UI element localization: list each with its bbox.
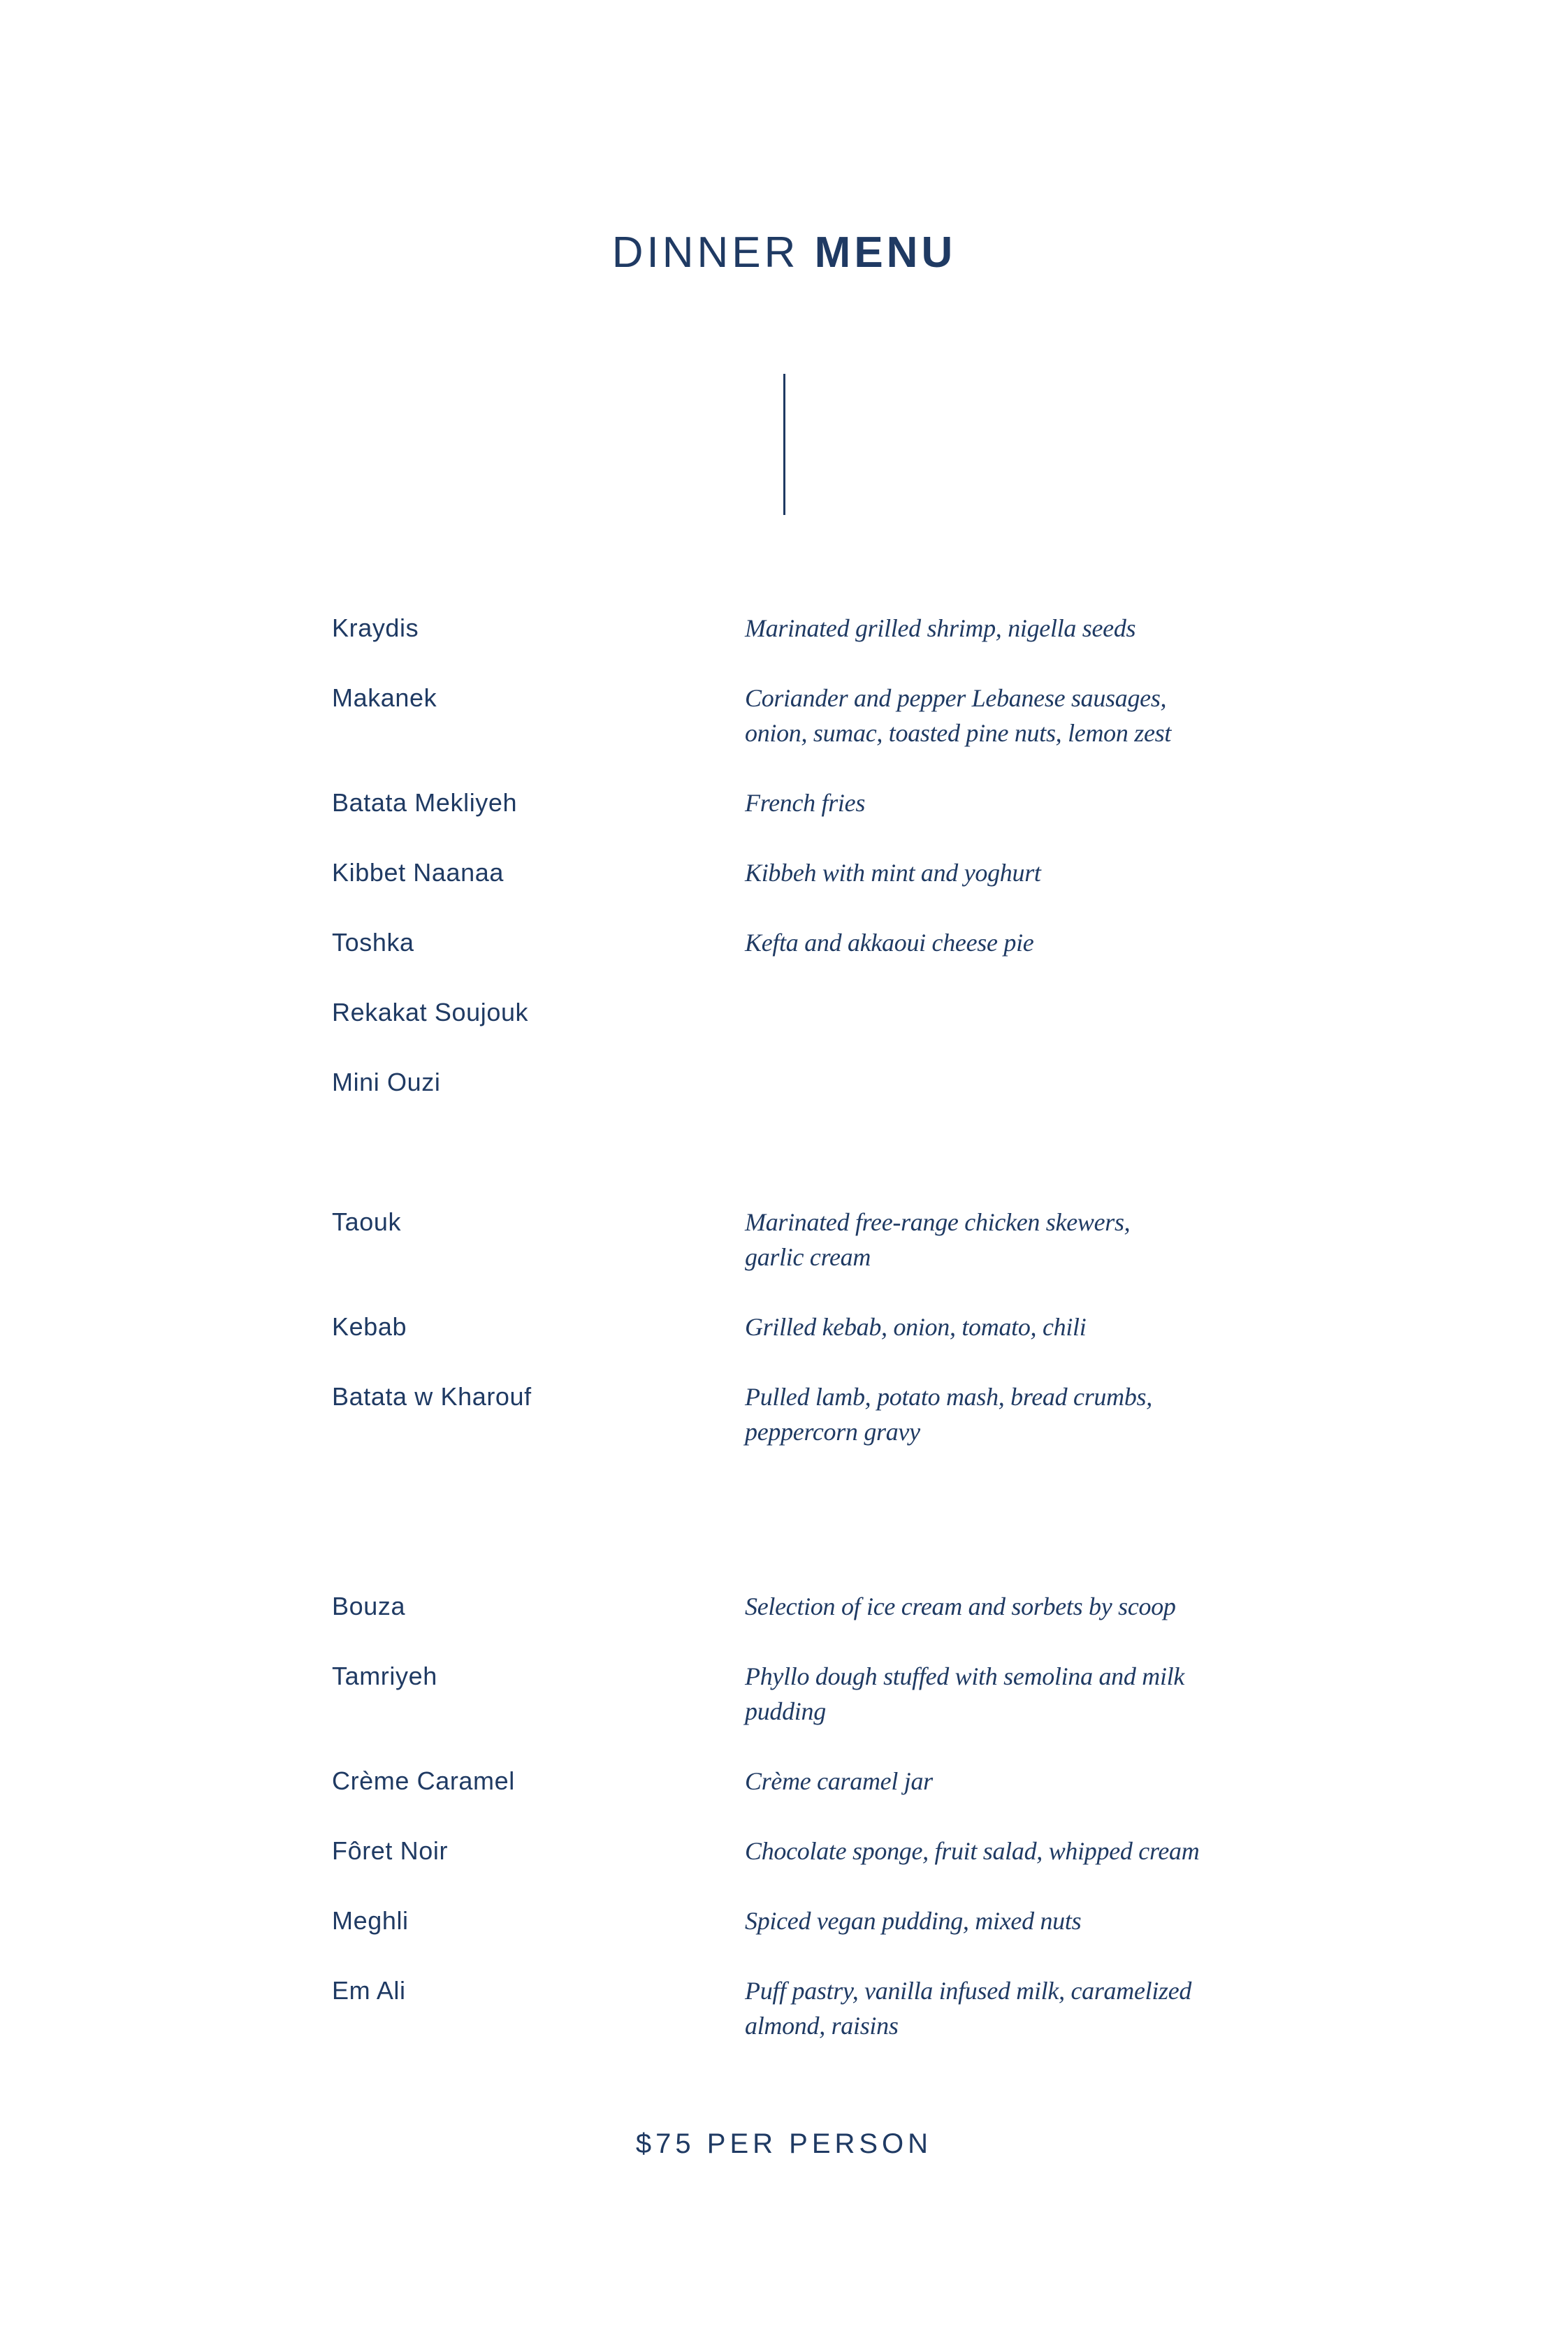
- description-line: Grilled kebab, onion, tomato, chili: [745, 1313, 1087, 1341]
- menu-item-name: Kibbet Naanaa: [332, 858, 504, 887]
- menu-item-name: Taouk: [332, 1207, 402, 1236]
- menu-item-name: Batata Mekliyeh: [332, 788, 518, 817]
- menu-item-name: Crème Caramel: [332, 1766, 515, 1795]
- description-line: Crème caramel jar: [745, 1767, 933, 1795]
- title-menu: MENU: [814, 228, 957, 277]
- menu-item-name: Toshka: [332, 928, 414, 957]
- menu-item-name: Tamriyeh: [332, 1662, 437, 1690]
- menu-item: [0, 1379, 1568, 1484]
- description-line: Chocolate sponge, fruit salad, whipped cream: [745, 1837, 1200, 1865]
- menu-item-name: Bouza: [332, 1592, 406, 1620]
- title-dinner: DINNER: [611, 228, 799, 277]
- description-line: onion, sumac, toasted pine nuts, lemon zest: [745, 719, 1172, 747]
- menu-item-name: Makanek: [332, 683, 437, 712]
- price-per-person: $75 PER PERSON: [635, 2128, 933, 2159]
- menu-item: [0, 995, 1568, 1065]
- menu-item: [0, 1903, 1568, 1973]
- page-title: [0, 225, 1568, 281]
- description-line: Coriander and pepper Lebanese sausages,: [745, 684, 1167, 712]
- menu-item-name: Meghli: [332, 1906, 409, 1935]
- menu-item-description: [745, 1834, 1568, 1868]
- menu-section-mezze: [0, 611, 1568, 1135]
- menu-section-desserts: [0, 1589, 1568, 2078]
- menu-item-description: [745, 1379, 1568, 1449]
- menu-item-description: [745, 1903, 1568, 1938]
- description-line: Puff pastry, vanilla infused milk, caramelized: [745, 1977, 1192, 2005]
- description-line: Marinated free-range chicken skewers,: [745, 1208, 1131, 1236]
- menu-item: [0, 855, 1568, 925]
- menu-item-name: Fôret Noir: [332, 1836, 449, 1865]
- menu-item-description: [745, 1589, 1568, 1624]
- description-line: peppercorn gravy: [745, 1418, 920, 1446]
- menu-item: [0, 611, 1568, 681]
- menu-list: [0, 611, 1568, 2078]
- description-line: Phyllo dough stuffed with semolina and milk: [745, 1662, 1185, 1690]
- menu-item-description: [745, 1764, 1568, 1799]
- description-line: Spiced vegan pudding, mixed nuts: [745, 1907, 1082, 1935]
- menu-section-mains: [0, 1205, 1568, 1484]
- menu-item-name: Em Ali: [332, 1976, 406, 2005]
- menu-item-name: Mini Ouzi: [332, 1068, 441, 1096]
- menu-item-name: Kraydis: [332, 614, 419, 642]
- menu-item-name: Batata w Kharouf: [332, 1382, 532, 1411]
- description-line: Kibbeh with mint and yoghurt: [745, 859, 1041, 887]
- menu-item: [0, 925, 1568, 995]
- menu-item-description: [745, 1309, 1568, 1344]
- menu-item-description: [745, 611, 1568, 646]
- description-line: French fries: [745, 789, 866, 817]
- menu-item: [0, 1659, 1568, 1764]
- description-line: pudding: [745, 1697, 826, 1725]
- menu-item-description: [745, 855, 1568, 890]
- menu-item: [0, 1973, 1568, 2078]
- menu-item-description: [745, 1205, 1568, 1275]
- menu-item: [0, 1309, 1568, 1379]
- menu-item: [0, 681, 1568, 785]
- menu-item: [0, 785, 1568, 855]
- menu-item-description: [745, 995, 1568, 1030]
- description-line: Marinated grilled shrimp, nigella seeds: [745, 614, 1136, 642]
- menu-item-description: [745, 1659, 1568, 1729]
- menu-item-description: [745, 785, 1568, 820]
- menu-item-description: [745, 681, 1568, 750]
- menu-item: [0, 1065, 1568, 1135]
- description-line: Pulled lamb, potato mash, bread crumbs,: [745, 1383, 1152, 1411]
- menu-item: [0, 1205, 1568, 1309]
- menu-item-description: [745, 1973, 1568, 2043]
- description-line: almond, raisins: [745, 2012, 899, 2040]
- menu-item: [0, 1764, 1568, 1834]
- description-line: Kefta and akkaoui cheese pie: [745, 929, 1034, 957]
- vertical-divider: [783, 374, 785, 515]
- menu-item-description: [745, 925, 1568, 960]
- menu-item-description: [745, 1065, 1568, 1100]
- description-line: garlic cream: [745, 1243, 871, 1271]
- menu-item-name: Rekakat Soujouk: [332, 998, 529, 1026]
- menu-item: [0, 1834, 1568, 1903]
- menu-item: [0, 1589, 1568, 1659]
- menu-item-name: Kebab: [332, 1312, 407, 1341]
- description-line: Selection of ice cream and sorbets by scoop: [745, 1592, 1176, 1620]
